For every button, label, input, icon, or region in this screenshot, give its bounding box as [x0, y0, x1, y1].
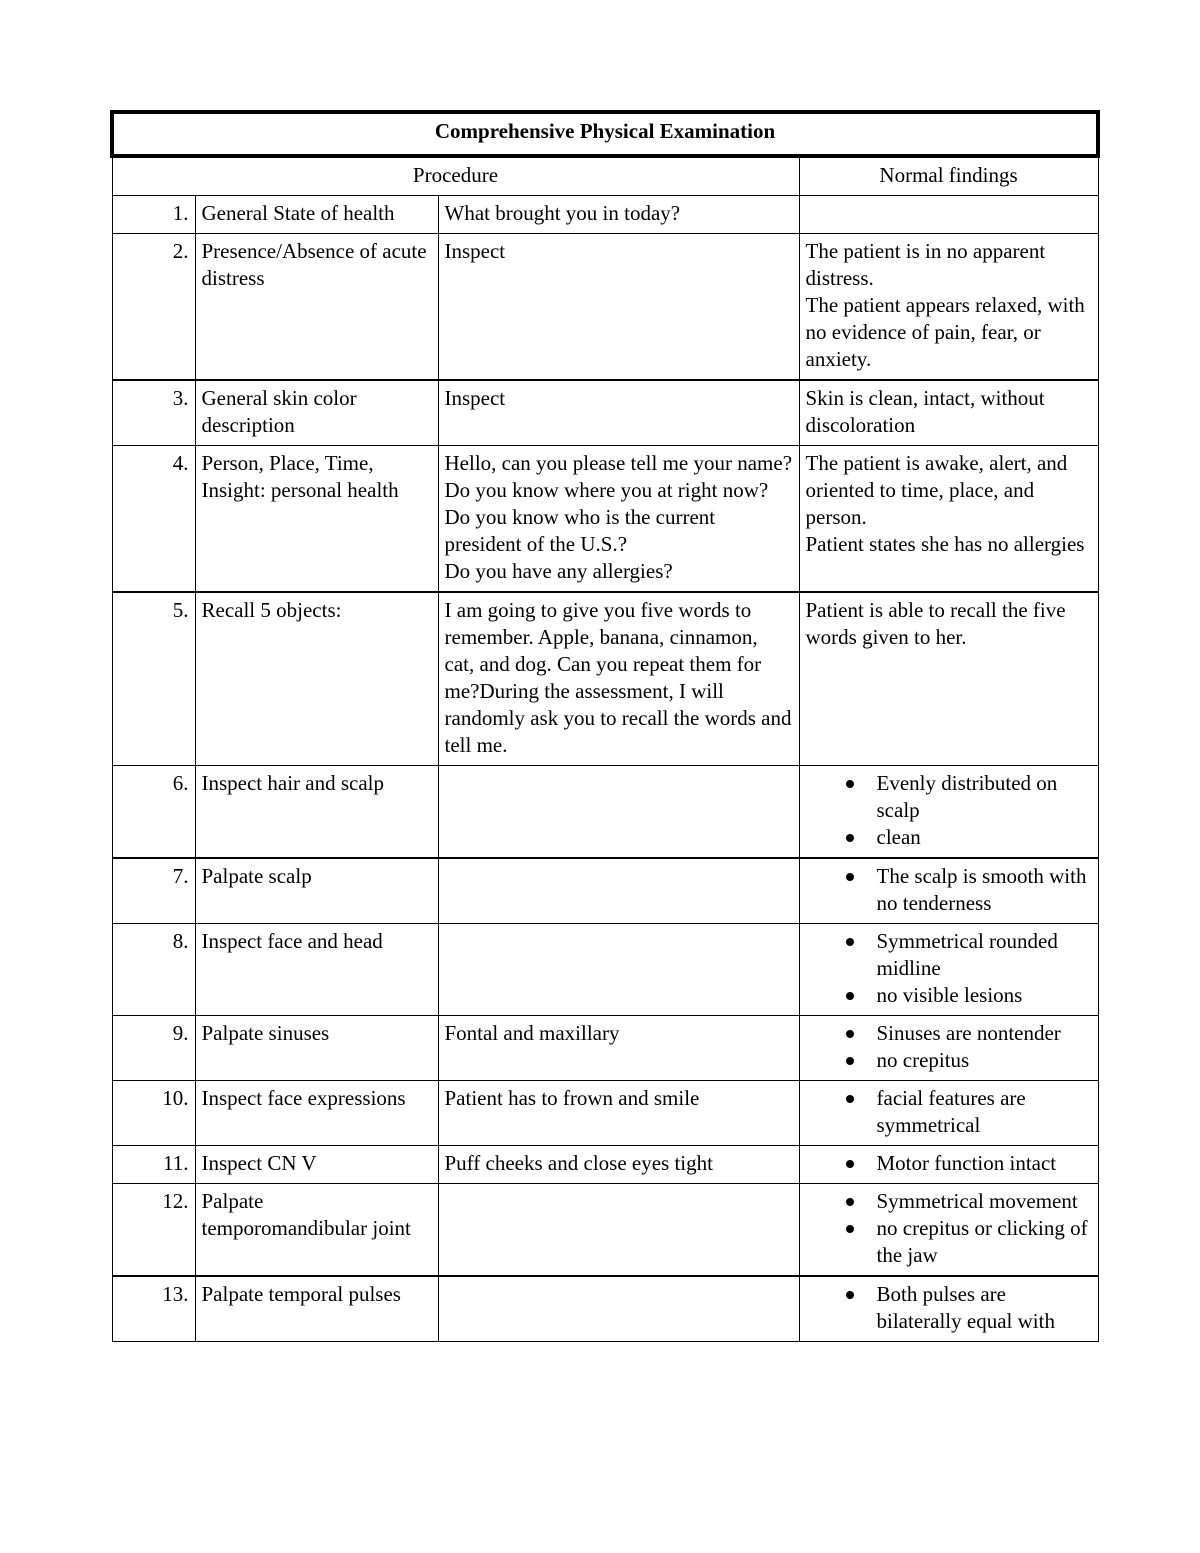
findings-list — [806, 1020, 1092, 1074]
row-number: 12. — [112, 1184, 195, 1277]
procedure-method: Inspect — [438, 234, 799, 381]
row-number: 11. — [112, 1146, 195, 1184]
procedure-item: Inspect face and head — [195, 924, 438, 1016]
finding-text: Patient is able to recall the five words given to her. — [805, 598, 1066, 649]
table-row — [112, 1146, 1098, 1184]
procedure-method — [438, 1276, 799, 1342]
procedure-item: Inspect hair and scalp — [195, 766, 438, 859]
normal-findings — [799, 1276, 1098, 1342]
row-number: 9. — [112, 1016, 195, 1081]
table-row — [112, 380, 1098, 446]
table-row — [112, 1081, 1098, 1146]
procedure-method — [438, 924, 799, 1016]
finding-bullet: no visible lesions — [806, 982, 1092, 1009]
table-row — [112, 1016, 1098, 1081]
findings-list — [806, 1281, 1092, 1335]
row-number: 1. — [112, 196, 195, 234]
procedure-item: Recall 5 objects: — [195, 592, 438, 766]
normal-findings — [799, 858, 1098, 924]
table-row — [112, 592, 1098, 766]
row-number: 8. — [112, 924, 195, 1016]
row-number: 4. — [112, 446, 195, 593]
procedure-method — [438, 766, 799, 859]
normal-findings — [799, 234, 1098, 381]
table-row — [112, 766, 1098, 859]
finding-bullet: Symmetrical movement — [806, 1188, 1092, 1215]
finding-text: Skin is clean, intact, without discoloration — [805, 386, 1045, 437]
procedure-item: Palpate scalp — [195, 858, 438, 924]
procedure-item: Palpate temporal pulses — [195, 1276, 438, 1342]
procedure-item: Person, Place, Time, Insight: personal health — [195, 446, 438, 593]
finding-bullet: Sinuses are nontender — [806, 1020, 1092, 1047]
procedure-item: Presence/Absence of acute distress — [195, 234, 438, 381]
procedure-method: Fontal and maxillary — [438, 1016, 799, 1081]
method-line: Do you know where you at right now? — [444, 478, 769, 502]
normal-findings — [799, 1146, 1098, 1184]
procedure-method — [438, 446, 799, 593]
procedure-method: Patient has to frown and smile — [438, 1081, 799, 1146]
procedure-method: Inspect — [438, 380, 799, 446]
normal-findings — [799, 924, 1098, 1016]
row-number: 2. — [112, 234, 195, 381]
row-number: 7. — [112, 858, 195, 924]
row-number: 10. — [112, 1081, 195, 1146]
normal-findings — [799, 380, 1098, 446]
finding-bullet: The scalp is smooth with no tenderness — [806, 863, 1092, 917]
table-title: Comprehensive Physical Examination — [112, 112, 1098, 156]
finding-bullet: facial features are symmetrical — [806, 1085, 1092, 1139]
finding-text: The patient is in no apparent distress. — [805, 239, 1046, 290]
finding-bullet: no crepitus — [806, 1047, 1092, 1074]
procedure-method: I am going to give you five words to remember. Apple, banana, cinnamon, cat, and dog. Can you repeat them for me?During the assessment, I will randomly ask you to recall the words and tell me. — [438, 592, 799, 766]
normal-findings — [799, 446, 1098, 593]
finding-bullet: Evenly distributed on scalp — [806, 770, 1092, 824]
finding-text: The patient appears relaxed, with no evidence of pain, fear, or anxiety. — [805, 293, 1085, 371]
row-number: 6. — [112, 766, 195, 859]
normal-findings — [799, 1016, 1098, 1081]
findings-list — [806, 928, 1092, 1009]
normal-findings — [799, 592, 1098, 766]
procedure-method — [438, 858, 799, 924]
procedure-method: What brought you in today? — [438, 196, 799, 234]
finding-text: Patient states she has no allergies — [805, 532, 1085, 556]
procedure-method: Puff cheeks and close eyes tight — [438, 1146, 799, 1184]
normal-findings — [799, 1081, 1098, 1146]
procedure-item: General State of health — [195, 196, 438, 234]
physical-exam-table — [110, 110, 1100, 1342]
table-row — [112, 196, 1098, 234]
procedure-item: General skin color description — [195, 380, 438, 446]
row-number: 3. — [112, 380, 195, 446]
procedure-method — [438, 1184, 799, 1277]
procedure-item: Palpate sinuses — [195, 1016, 438, 1081]
normal-findings — [799, 196, 1098, 234]
findings-list — [806, 863, 1092, 917]
procedure-item: Palpate temporomandibular joint — [195, 1184, 438, 1277]
table-row — [112, 1276, 1098, 1342]
finding-bullet: Both pulses are bilaterally equal with — [806, 1281, 1092, 1335]
finding-bullet: Symmetrical rounded midline — [806, 928, 1092, 982]
procedure-item: Inspect face expressions — [195, 1081, 438, 1146]
normal-findings-header: Normal findings — [799, 156, 1098, 196]
method-line: Hello, can you please tell me your name? — [444, 451, 793, 475]
row-number: 13. — [112, 1276, 195, 1342]
method-line: Do you know who is the current president of the U.S.? — [444, 505, 716, 556]
finding-bullet: no crepitus or clicking of the jaw — [806, 1215, 1092, 1269]
finding-bullet: clean — [806, 824, 1092, 851]
row-number: 5. — [112, 592, 195, 766]
table-row — [112, 234, 1098, 381]
table-row — [112, 858, 1098, 924]
normal-findings — [799, 766, 1098, 859]
findings-list — [806, 1085, 1092, 1139]
table-row — [112, 924, 1098, 1016]
normal-findings — [799, 1184, 1098, 1277]
finding-bullet: Motor function intact — [806, 1150, 1092, 1177]
findings-list — [806, 1150, 1092, 1177]
finding-text: The patient is awake, alert, and oriented to time, place, and person. — [805, 451, 1068, 529]
procedure-header: Procedure — [112, 156, 799, 196]
findings-list — [806, 1188, 1092, 1269]
table-row — [112, 1184, 1098, 1277]
procedure-item: Inspect CN V — [195, 1146, 438, 1184]
findings-list — [806, 770, 1092, 851]
method-line: Do you have any allergies? — [444, 559, 673, 583]
table-row — [112, 446, 1098, 593]
